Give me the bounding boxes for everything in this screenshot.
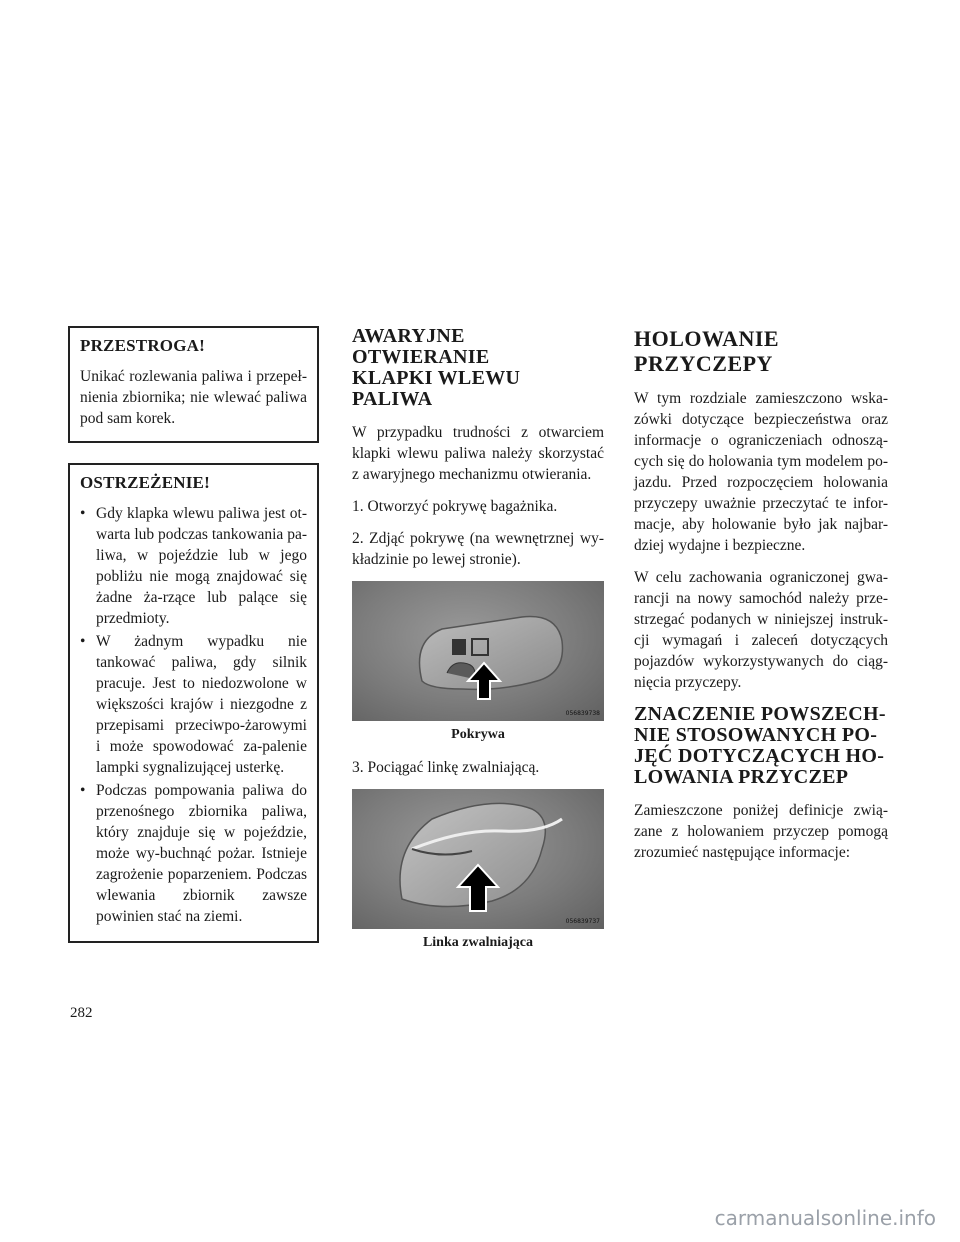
emergency-heading: AWARYJNE OTWIERANIE KLAPKI WLEWU PALIWA: [352, 325, 521, 410]
cover-illustration: [352, 581, 604, 721]
figure-caption: Pokrywa: [451, 727, 505, 742]
warning-item: • W żadnym wypadku nie tankować paliwa, gdy silnik pracuje. Jest to niedozwolone w większości krajów i niezgodne z przepisami przeciwpo-żarowymi i może spowodować za-palenie lampki sygnalizującej usterkę.: [80, 631, 307, 778]
caution-text: Unikać rozlewania paliwa i przepeł-nienia zbiornika; nie wlewać paliwa pod sam korek.: [80, 368, 307, 427]
towing-heading: HOLOWANIE PRZYCZEPY: [634, 326, 780, 376]
emergency-intro: W przypadku trudności z otwarciem klapki wlewu paliwa należy skorzystać z awaryjnego mechanizmu otwierania.: [352, 424, 604, 483]
warning-item: • Gdy klapka wlewu paliwa jest ot-warta lub podczas tankowania pa-liwa, w pojeździe lub w jego pobliżu nie mogą znajdować się żadne ża-rzące lub palące się przedmioty.: [80, 503, 307, 629]
left-column: [68, 326, 319, 943]
warning-item: • Podczas pompowania paliwa do przenośnego zbiornika paliwa, który znajduje się w pojeździe, może wy-buchnąć pożar. Istnieje zagrożenie poparzeniem. Podczas wlewania zbiornik zawsze powinien stać na ziemi.: [80, 780, 307, 927]
towing-paragraph: W celu zachowania ograniczonej gwa-rancji na nowy samochód należy prze-strzegać podanych w niniejszej instruk-cji wymagań i zaleceń dotyczących pojazdów wykorzystywanych do ciąg-nięcia przyczepy.: [634, 569, 888, 691]
watermark: carmanualsonline.info: [714, 1206, 936, 1230]
warning-box: [68, 463, 319, 943]
right-column: [634, 326, 888, 874]
release-cable-illustration: [352, 789, 604, 929]
middle-column: [352, 326, 604, 965]
figure-caption: Linka zwalniająca: [422, 935, 534, 950]
figure-code: 056839738: [565, 710, 600, 717]
warning-list: [80, 503, 307, 927]
caution-box: [68, 326, 319, 443]
fuel-icon: [452, 639, 466, 655]
step-3: 3. Pociągać linkę zwalniającą.: [352, 759, 540, 776]
figure-release-cable: [352, 789, 604, 951]
caution-title: PRZESTROGA!: [80, 336, 205, 355]
release-cable-drawing: [352, 789, 604, 929]
step-2: 2. Zdjąć pokrywę (na wewnętrznej wy-kładzinie po lewej stronie).: [352, 530, 604, 568]
terms-paragraph: Zamieszczone poniżej definicje zwią-zane z holowaniem przyczep pomogą zrozumieć następujące informacje:: [634, 802, 888, 861]
step-1: 1. Otworzyć pokrywę bagażnika.: [352, 498, 558, 515]
warning-title: OSTRZEŻENIE!: [80, 473, 210, 492]
figure-code: 056839737: [565, 918, 600, 925]
figure-cover: [352, 581, 604, 743]
page-number: 282: [70, 1005, 93, 1021]
towing-paragraph: W tym rozdziale zamieszczono wska-zówki dotyczące bezpieczeństwa oraz informacje o ograniczeniach odnoszą-cych się do holowania tym modelem po-jazdu. Przed rozpoczęciem holowania przyczepy uważnie przeczytać te infor-macje, aby holowanie było jak najbar-dziej wydajne i bezpieczne.: [634, 390, 888, 554]
cover-drawing: [352, 581, 604, 721]
terms-heading: ZNACZENIE POWSZECH- NIE STOSOWANYCH PO- JĘĆ DOTYCZĄCYCH HO- LOWANIA PRZYCZEP: [634, 703, 886, 788]
